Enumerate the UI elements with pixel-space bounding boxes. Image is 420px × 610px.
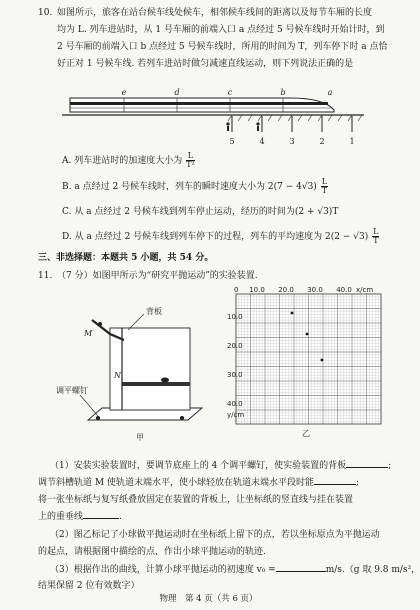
p3-line2: 结果保留 2 位有效数字） — [38, 581, 140, 591]
option-c: C. 从 a 点经过 2 号候车线到列车停止运动，经历的时间为(2 + √3)T — [62, 207, 339, 217]
car-label-c: c — [227, 88, 233, 97]
p1-line3: 将一张坐标纸与复写纸叠放固定在装置的背板上，让坐标纸的竖直线与挂在装置 — [38, 495, 354, 505]
q10-stem-line1: 如图所示，旅客在站台候车线处候车，相邻候车线间的距离以及每节车厢的长度 — [57, 8, 373, 18]
car-label-a: a — [327, 88, 333, 97]
label-screw: 调平螺钉 — [56, 386, 88, 395]
train-body — [70, 98, 334, 112]
x-tick-40: 40.0 — [336, 286, 352, 294]
passenger-icons — [226, 122, 259, 131]
option-d: D. 从 a 点经过 2 号候车线到列车停下的过程，列车的平均速度为 2(2 − √3) $\frac{L}{T}$ — [62, 227, 379, 245]
q10-stem-line2: 均为 L. 列车进站时，从 1 号车厢的前端入口 a 点经过 5 号候车线时开始计时，到 — [57, 25, 385, 35]
p1-line2: 调节斜槽轨道 M 使轨道末端水平，使小球轻放在轨道末端水平段时能 ; — [38, 478, 359, 488]
q10-number: 10. — [38, 8, 53, 18]
label-backboard: 背板 — [146, 307, 162, 316]
p1-line4: 上的重垂线 . — [38, 512, 122, 522]
label-m: M — [84, 329, 93, 338]
line-number-3: 3 — [289, 137, 295, 146]
page-footer: 物理 第 4 页（共 6 页） — [159, 594, 258, 604]
x-tick-30: 30.0 — [307, 286, 323, 294]
q10-stem-line4: 好正对 1 号候车线. 若列车进站时做匀减速直线运动，则下列说法正确的是 — [57, 59, 354, 69]
label-n: N — [114, 371, 121, 380]
origin-label: 0 — [234, 286, 239, 294]
grid-figure — [226, 284, 396, 444]
car-label-b: b — [280, 88, 286, 97]
option-b: B. a 点经过 2 号候车线时，列车的瞬时速度大小为 2(7 − 4√3) $\frac{L}{T}$ — [62, 177, 328, 195]
apparatus-figure — [56, 300, 210, 450]
train-figure — [62, 80, 372, 152]
line-number-2: 2 — [319, 137, 325, 146]
option-a: A. 列车进站时的加速度大小为 $\frac{L}{\text{T²}}$ — [62, 151, 195, 169]
y-tick-30: 30.0 — [227, 371, 243, 379]
x-tick-10: 10.0 — [249, 286, 265, 294]
section3-title: 三、非选择题：本题共 5 小题，共 54 分。 — [38, 253, 214, 263]
x-unit: x/cm — [356, 286, 374, 294]
y-tick-10: 10.0 — [227, 313, 243, 321]
p1-line1: （1）安装实验装置时，要调节底座上的 4 个调平螺钉，使实验装置的背板 ; — [50, 461, 392, 471]
caption-jia: 甲 — [136, 433, 144, 442]
p2-line1: （2）图乙标记了小球做平抛运动时在坐标纸上留下的点，若以坐标原点为平抛运动 — [50, 530, 380, 540]
x-tick-20: 20.0 — [278, 286, 294, 294]
p2-line2: 的起点，请根据图中描绘的点，作出小球平抛运动的轨迹. — [38, 547, 266, 557]
y-tick-20: 20.0 — [227, 342, 243, 350]
y-unit: y/cm — [227, 411, 245, 419]
line-number-5: 5 — [229, 137, 235, 146]
caption-yi: 乙 — [302, 429, 310, 438]
car-label-e: e — [121, 88, 127, 97]
car-label-d: d — [174, 88, 180, 97]
q11-number: 11. — [38, 271, 53, 281]
q10-stem-line3: 2 号车厢的前端入口 b 点经过 5 号候车线时，所用的时间为 T，列车停下时 a 点恰 — [57, 42, 388, 52]
grid-paper — [236, 294, 381, 424]
p3-line1: （3）根据作出的曲线，计算小球平抛运动的初速度 v₀ = m/s.（g 取 9.8 m/s²， — [50, 565, 420, 575]
y-tick-40: 40.0 — [227, 400, 243, 408]
line-number-1: 1 — [349, 137, 355, 146]
q11-intro: （7 分）如图甲所示为“研究平抛运动”的实验装置. — [57, 271, 258, 281]
line-number-4: 4 — [259, 137, 265, 146]
